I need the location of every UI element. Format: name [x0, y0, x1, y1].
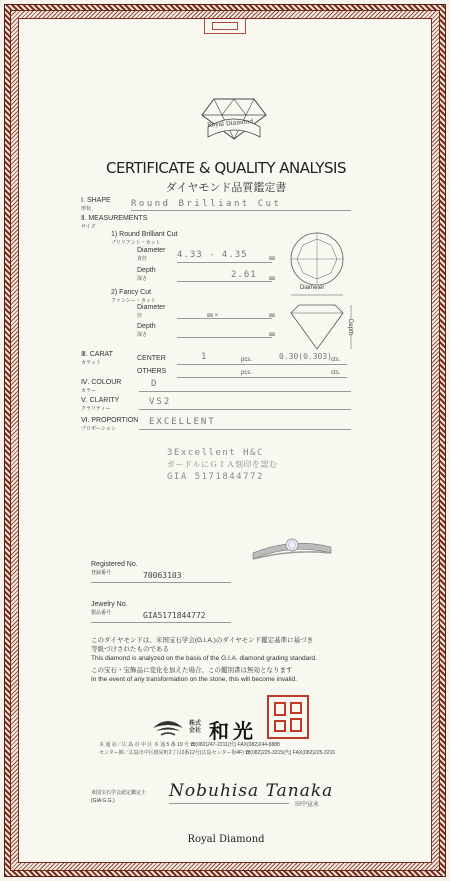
depth-label: Depth 深さ — [137, 267, 156, 282]
note-line-4: この宝石・宝飾品に変化を加えた場合、この鑑別書は無効となります — [91, 667, 293, 674]
company-kabushiki: 株式会社 — [189, 720, 202, 734]
unit-cts: cts. — [331, 370, 341, 376]
rule — [131, 210, 351, 211]
center-count: 1 — [201, 352, 208, 362]
footer-brand: Royal Diamond — [187, 834, 265, 845]
rule — [177, 262, 272, 263]
proportion-label: Ⅵ. PROPORTION プロポーション — [81, 417, 139, 432]
colour-label: Ⅳ. COLOUR カラー — [81, 379, 122, 394]
carat-label: Ⅲ. CARAT カラット — [81, 351, 113, 366]
diamond-logo-icon — [194, 77, 274, 157]
unit-mm: ㎜ — [269, 276, 276, 282]
measurements-label: Ⅱ. MEASUREMENTS サイズ — [81, 215, 148, 230]
rule — [91, 582, 231, 583]
diameter-value: 4.33 - 4.35 — [177, 250, 248, 260]
unit-mm: ㎜ — [269, 313, 276, 319]
jewelry-label: Jewelry No. 製品番号 — [91, 601, 128, 616]
proportion-value: EXCELLENT — [149, 417, 216, 427]
fancy-cut-label: 2) Fancy Cut ファンシー・カット — [111, 289, 156, 304]
rule — [139, 409, 351, 410]
rule — [177, 281, 272, 282]
appraiser-signature: Nobuhisa Tanaka — [169, 781, 334, 801]
rule — [91, 622, 231, 623]
rule — [139, 429, 351, 430]
page-title: CERTIFICATE & QUALITY ANALYSIS — [105, 159, 347, 177]
colour-value: D — [151, 379, 158, 389]
note-line-2: 等級づけされたものである — [91, 646, 169, 653]
unit-mm-x: ㎜ × — [207, 313, 219, 319]
unit-mm: ㎜ — [269, 332, 276, 338]
diagram-diameter-label: Diameter — [300, 285, 325, 291]
appraiser-name: 田中宣永 — [295, 801, 320, 808]
shape-value: Round Brilliant Cut — [131, 199, 282, 209]
diameter-label: Diameter 直径 — [137, 247, 166, 262]
address-line-2: センター館／広島市中区紙屋町2丁目2番12号(広島センター街4F) ☎(082)225-3215(代) FAX(082)225-3216 — [99, 750, 336, 756]
certificate-body — [18, 18, 432, 863]
round-cut-label: 1) Round Brilliant Cut ブリリアント・カット — [111, 231, 178, 246]
company-seal — [267, 695, 309, 739]
note-line-5: In the event of any transformation on the stone, this will become invalid. — [91, 676, 297, 683]
appraiser-label: 米国宝石学会認定鑑定士 (GIA G.G.) — [91, 790, 147, 804]
shape-label: Ⅰ. SHAPE 形状 — [81, 197, 111, 212]
logo-text: Royal Diamond — [206, 117, 254, 130]
address-line-1: 本 通 店／広 島 市 中 区 本 通 5 番 19 号 ☎(082)247-2211(代) FAX(082)244-8888 — [99, 742, 280, 748]
carat-value: 0.30(0.303) — [279, 352, 332, 361]
registered-label: Registered No. 登録番号 — [91, 561, 138, 576]
page-subtitle: ダイヤモンド品質鑑定書 — [165, 181, 287, 194]
registered-value: 70063103 — [143, 571, 182, 580]
fancy-depth-label: Depth 深さ — [137, 323, 156, 338]
rule — [177, 337, 272, 338]
depth-value: 2.61 — [231, 270, 257, 280]
memo-line-2: ガードルにＧＩＡ刻印を認む — [167, 460, 278, 469]
rule — [169, 803, 289, 804]
unit-pcs: pcs. — [241, 357, 253, 363]
clarity-label: Ⅴ. CLARITY クラリティー — [81, 397, 120, 412]
rule — [177, 364, 347, 365]
note-line-3: This diamond is analyzed on the basis of the G.I.A. diamond grading standard. — [91, 655, 317, 662]
company-crest-icon — [151, 716, 185, 738]
note-line-1: このダイヤモンドは、米国宝石学会(G.I.A.)のダイヤモンド鑑定基準に基づき — [91, 637, 314, 644]
others-label: OTHERS — [137, 368, 167, 375]
clarity-value: VS2 — [149, 397, 172, 407]
memo-line-3: GIA 5171844772 — [167, 472, 264, 482]
diagram-depth-label: Depth — [347, 318, 354, 336]
rule — [139, 391, 351, 392]
fancy-diameter-label: Diameter 径 — [137, 304, 166, 319]
memo-line-1: 3Excellent H&C — [167, 448, 264, 458]
rule — [177, 318, 272, 319]
ring-photo — [247, 519, 337, 579]
jewelry-value: GIA5171844772 — [143, 611, 206, 620]
center-label: CENTER — [137, 355, 166, 362]
unit-mm: ㎜ — [269, 256, 276, 262]
rule — [177, 377, 347, 378]
top-seal — [204, 19, 246, 34]
unit-cts: cts. — [331, 357, 341, 363]
company-name: 和光 — [209, 719, 257, 743]
unit-pcs: pcs. — [241, 370, 253, 376]
